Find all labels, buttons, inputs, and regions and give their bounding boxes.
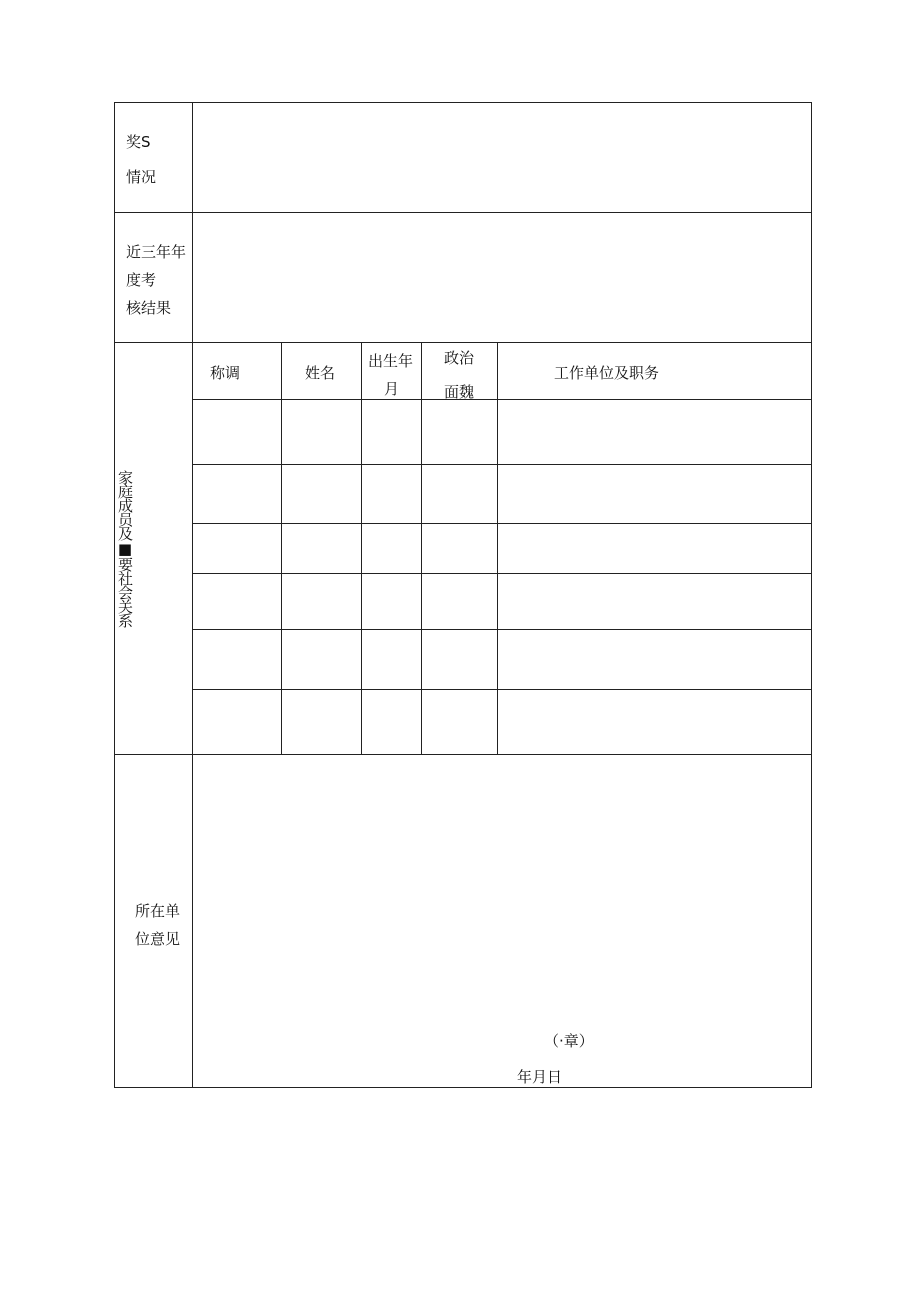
family-cell-political[interactable] [422, 465, 497, 523]
family-cell-name[interactable] [282, 524, 361, 573]
family-cell-political[interactable] [422, 524, 497, 573]
family-cell-political[interactable] [422, 400, 497, 464]
header-relation: 称调 [210, 364, 241, 382]
family-cell-name[interactable] [282, 465, 361, 523]
header-birth-line1: 出生年 [368, 352, 414, 370]
family-cell-birth[interactable] [362, 630, 421, 689]
family-cell-work[interactable] [498, 400, 811, 464]
family-cell-work[interactable] [498, 630, 811, 689]
family-cell-name[interactable] [282, 400, 361, 464]
family-cell-name[interactable] [282, 574, 361, 629]
family-cell-political[interactable] [422, 690, 497, 754]
family-cell-work[interactable] [498, 524, 811, 573]
header-name: 姓名 [305, 364, 336, 382]
family-cell-birth[interactable] [362, 524, 421, 573]
appraisal-label-line1: 近三年年 [126, 243, 187, 261]
registration-form-table [114, 102, 812, 1088]
family-cell-relation[interactable] [193, 465, 281, 523]
header-political-line1: 政治 [444, 349, 475, 367]
family-cell-name[interactable] [282, 630, 361, 689]
appraisal-label-line2: 度考 [126, 271, 157, 289]
family-cell-political[interactable] [422, 630, 497, 689]
family-cell-relation[interactable] [193, 690, 281, 754]
family-cell-relation[interactable] [193, 524, 281, 573]
opinion-date: 年月日 [517, 1068, 563, 1086]
opinion-seal: （·章） [544, 1032, 594, 1050]
header-work: 工作单位及职务 [554, 364, 660, 382]
divider-appraisal-family [114, 342, 812, 343]
header-political-line2: 面魏 [444, 383, 475, 401]
awards-label-line1: 奖S [126, 133, 151, 151]
awards-label-line2: 情况 [126, 168, 157, 186]
header-birth-line2: 月 [384, 380, 400, 398]
family-cell-relation[interactable] [193, 574, 281, 629]
opinion-label-line1: 所在单 [135, 902, 181, 920]
family-cell-work[interactable] [498, 465, 811, 523]
table-border-bottom [114, 1087, 812, 1088]
appraisal-label-line3: 核结果 [126, 299, 172, 317]
table-border-right [811, 102, 812, 1088]
appraisal-input-area[interactable] [193, 213, 811, 342]
family-cell-birth[interactable] [362, 574, 421, 629]
family-cell-name[interactable] [282, 690, 361, 754]
family-cell-work[interactable] [498, 690, 811, 754]
opinion-label-line2: 位意见 [135, 930, 181, 948]
family-cell-relation[interactable] [193, 630, 281, 689]
table-border-left [114, 102, 115, 1088]
family-section-label: 家庭成员及■要社会关系 [116, 470, 134, 627]
awards-input-area[interactable] [193, 103, 811, 212]
family-cell-birth[interactable] [362, 465, 421, 523]
family-cell-relation[interactable] [193, 400, 281, 464]
family-cell-birth[interactable] [362, 690, 421, 754]
family-cell-political[interactable] [422, 574, 497, 629]
family-cell-work[interactable] [498, 574, 811, 629]
opinion-input-area[interactable] [193, 755, 811, 1087]
family-cell-birth[interactable] [362, 400, 421, 464]
